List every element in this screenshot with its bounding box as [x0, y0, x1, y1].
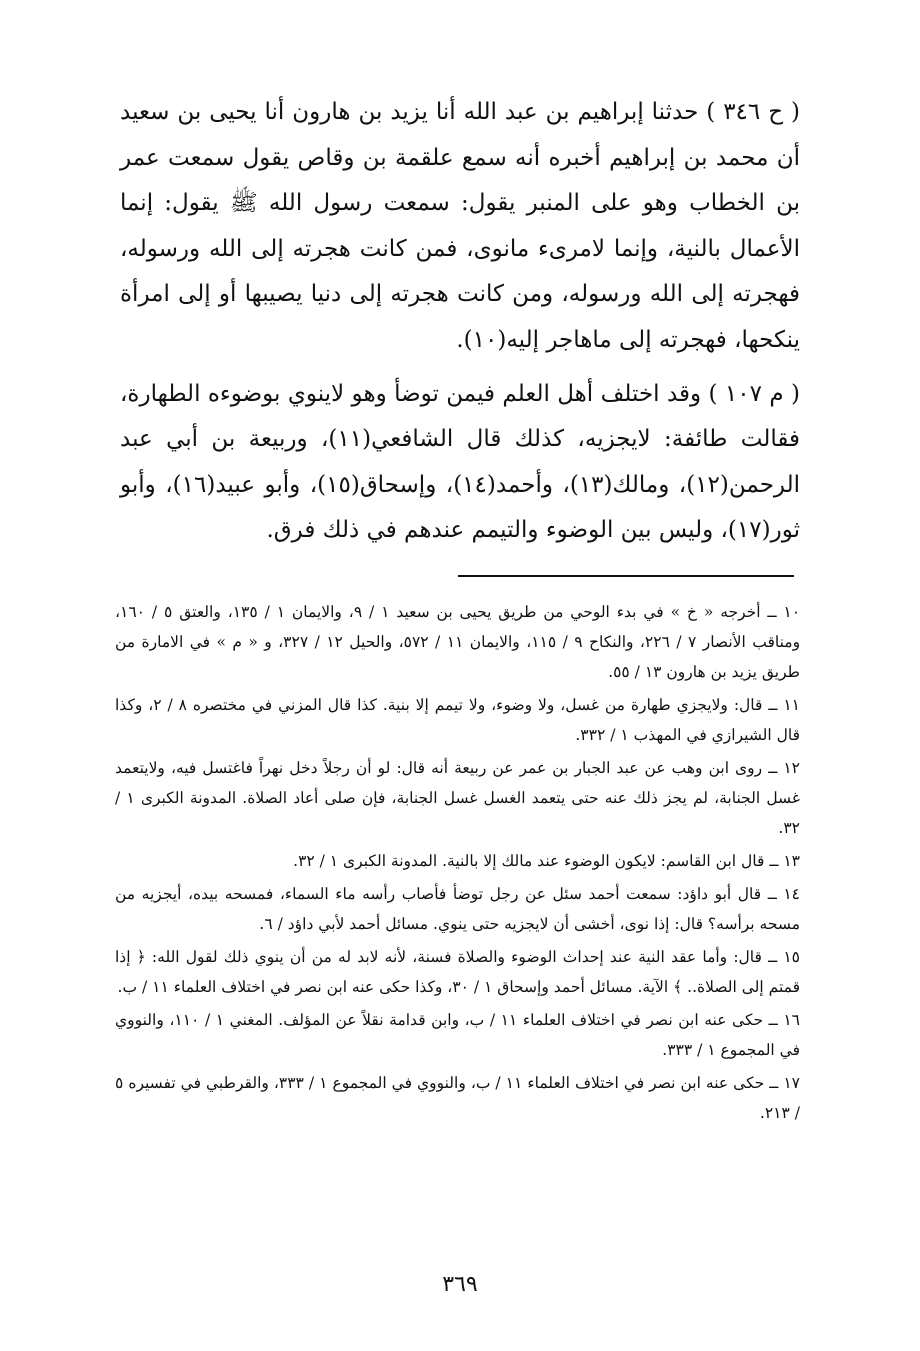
footnote-15: ١٥ ــ قال: وأما عقد النية عند إحداث الوضوء والصلاة فسنة، لأنه لابد له من أن ينوي ذلك لقول الله: ﴿ إذا قمتم إلى الصلاة.. ﴾ الآية. مسائل أحمد وإسحاق ١ / ٣٠، وكذا حكى عنه ابن نصر في اختلاف العلماء ١١ / ب.: [115, 948, 800, 996]
footnote-11: ١١ ــ قال: ولايجزي طهارة من غسل، ولا وضوء، ولا تيمم إلا بنية. كذا قال المزني في مختصره ٨ / ٢، وكذا قال الشيرازي في المهذب ١ / ٣٣٢.: [115, 696, 800, 744]
footnote-10: ١٠ ــ أخرجه « خ » في بدء الوحي من طريق يحيى بن سعيد ١ / ٩، والايمان ١ / ١٣٥، والعتق ٥ / ١٦٠، ومناقب الأنصار ٧ / ٢٢٦، والنكاح ٩ / ١١٥، والايمان ١١ / ٥٧٢، والحيل ١٢ / ٣٢٧، و « م » في الامارة من طريق يزيد بن هارون ١٣ / ٥٥.: [115, 603, 801, 681]
footnote-14: ١٤ ــ قال أبو داؤد: سمعت أحمد سئل عن رجل توضأ فأصاب رأسه ماء السماء، فمسحه بيده، أيجزيه من مسحه برأسه؟ قال: إذا نوى، أخشى أن لايجزيه حتى ينوي. مسائل أحمد لأبي داؤد / ٦.: [115, 885, 800, 933]
footnote-17: ١٧ ــ حكى عنه ابن نصر في اختلاف العلماء ١١ / ب، والنووي في المجموع ١ / ٣٣٣، والقرطبي في تفسيره ٥ / ٢١٣.: [115, 1074, 800, 1122]
footnote-12: ١٢ ــ روى ابن وهب عن عبد الجبار بن عمر عن ربيعة أنه قال: لو أن رجلاً دخل نهراً فاغتسل فيه، ولايتعمد غسل الجنابة، لم يجز ذلك عنه حتى يتعمد الغسل غسل الجنابة، فإن صلى أعاد الصلاة. المدونة الكبرى ١ / ٣٢.: [115, 759, 800, 837]
footnote-13: ١٣ ــ قال ابن القاسم: لايكون الوضوء عند مالك إلا بالنية. المدونة الكبرى ١ / ٣٢.: [293, 852, 800, 870]
hadith-paragraph: ( ح ٣٤٦ ) حدثنا إبراهيم بن عبد الله أنا يزيد بن هارون أنا يحيى بن سعيد أن محمد بن إبراهيم أخبره أنه سمع علقمة بن وقاص يقول سمعت عمر بن الخطاب وهو على المنبر يقول: سمعت رسول الله ﷺ يقول: إنما الأعمال بالنية، وإنما لامرىء مانوى، فمن كانت هجرته إلى الله ورسوله، فهجرته إلى الله ورسوله، ومن كانت هجرته إلى دنيا يصيبها أو إلى امرأة ينكحها، فهجرته إلى ماهاجر إليه(١٠).: [120, 99, 800, 353]
footnote-separator: [458, 575, 794, 577]
footnotes: [115, 597, 800, 1131]
issue-paragraph: ( م ١٠٧ ) وقد اختلف أهل العلم فيمن توضأ وهو لاينوي بوضوءه الطهارة، فقالت طائفة: لايجزيه، كذلك قال الشافعي(١١)، وربيعة بن أبي عبد الرحمن(١٢)، ومالك(١٣)، وأحمد(١٤)، وإسحاق(١٥)، وأبو عبيد(١٦)، وأبو ثور(١٧)، وليس بين الوضوء والتيمم عندهم في ذلك فرق.: [120, 380, 801, 544]
footnote-16: ١٦ ــ حكى عنه ابن نصر في اختلاف العلماء ١١ / ب، وابن قدامة نقلاً عن المؤلف. المغني ١ / ١١٠، والنووي في المجموع ١ / ٣٣٣.: [115, 1011, 800, 1059]
main-text: [120, 90, 800, 554]
page-number: ٣٦٩: [442, 1272, 478, 1297]
